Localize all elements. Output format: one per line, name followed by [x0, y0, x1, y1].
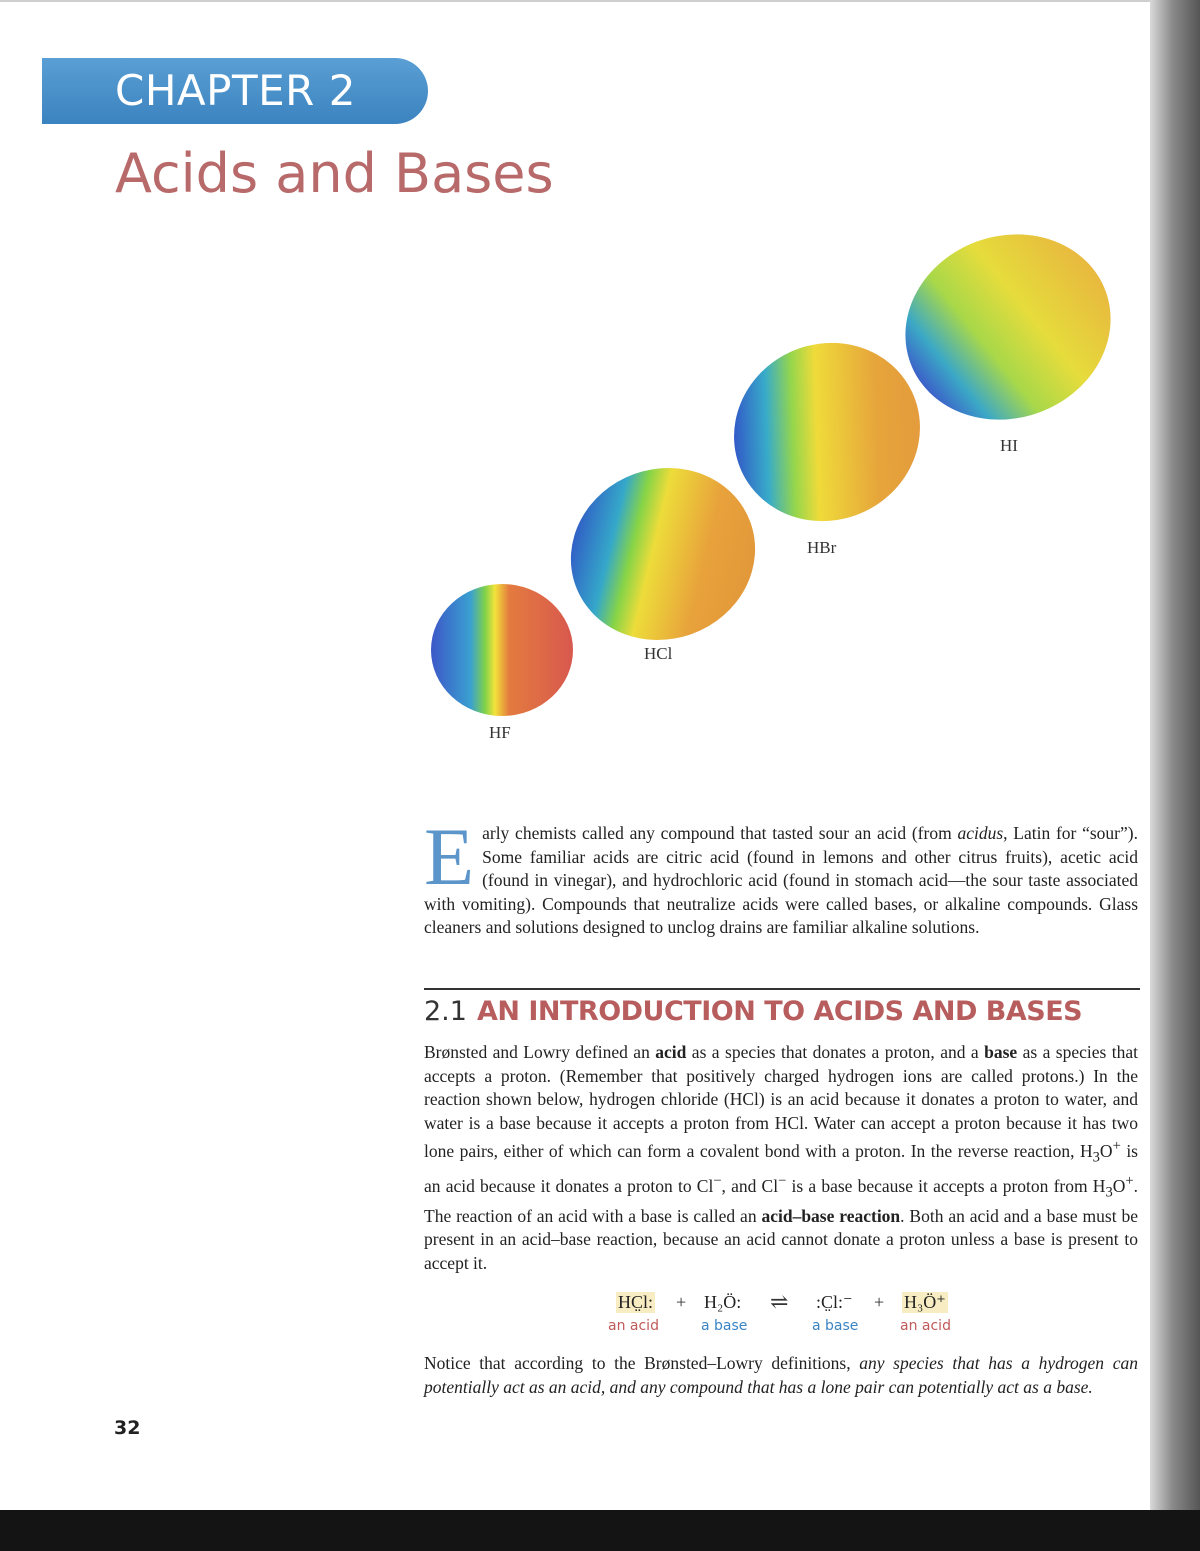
scan-bottom-edge — [0, 1510, 1200, 1551]
section-title: AN INTRODUCTION TO ACIDS AND BASES — [476, 996, 1083, 1027]
chapter-label: CHAPTER 2 — [115, 66, 356, 115]
molecule-label-hcl: HCl — [644, 644, 673, 663]
subscript: 3 — [1092, 1149, 1100, 1166]
body-text: is a base because it accepts a proton from H — [786, 1175, 1106, 1196]
molecule-hf-surface — [431, 584, 573, 716]
section-divider — [424, 988, 1140, 990]
term-acid: acid — [655, 1042, 687, 1062]
plus-sign: + — [874, 1292, 885, 1312]
intro-text-continued: , Latin for “sour”). Some familiar acids are citric acid (found in lemons and other citrus fruits), acetic acid (found in vinegar), and hydrochloric acid (found in stomach acid—the sour taste associated with vomiting). Compounds that neutralize acids were called bases, or alkaline compounds. Glass cleaners and solutions designed to unclog drains are familiar alkaline solutions. — [424, 823, 1138, 937]
term-acid-base-reaction: acid–base reaction — [761, 1205, 901, 1226]
intro-paragraph — [424, 811, 1138, 940]
drop-cap: E — [424, 811, 475, 902]
role-label-base: a base — [701, 1318, 748, 1334]
term-base: base — [984, 1042, 1018, 1062]
body-text: . Both an acid and a base must be present in an acid–base reaction, because an acid cannot donate a proton unless a base is present to accept it. — [424, 1205, 1138, 1273]
species-chloride: :C̤l:⁻ — [816, 1292, 853, 1312]
electrostatic-potential-map-figure — [420, 230, 1140, 760]
page-number: 32 — [114, 1417, 141, 1439]
equilibrium-arrow-icon: ⇌ — [770, 1289, 789, 1314]
role-label-base: a base — [812, 1318, 859, 1334]
reaction-equation — [600, 1289, 980, 1342]
section-number: 2.1 — [424, 996, 467, 1027]
notice-paragraph — [424, 1352, 1138, 1399]
molecule-label-hi: HI — [1000, 436, 1018, 455]
body-text: as a species that accepts a proton. (Remember that positively charged hydrogen ions are called protons.) In the reaction shown below, hydrogen chloride (HCl) is an acid because it donates a proton to water, and water is a base because it accepts a proton from HCl. Water can accept a proton because it has two lone pairs, either of which can form a covalent bond with a proton. In the reverse reaction, H — [424, 1042, 1139, 1161]
latin-term: acidus — [957, 823, 1004, 843]
species-hydronium: H₃Ö⁺ — [904, 1292, 946, 1312]
body-text: Brønsted and Lowry defined an — [424, 1042, 656, 1062]
body-paragraph — [424, 1041, 1138, 1275]
molecule-label-hf: HF — [489, 723, 511, 742]
body-text: , and Cl — [721, 1175, 779, 1196]
plus-sign: + — [676, 1292, 687, 1312]
subscript: 3 — [1105, 1184, 1113, 1201]
section-heading — [424, 996, 1082, 1027]
superscript: + — [1125, 1172, 1134, 1189]
role-label-acid: an acid — [900, 1318, 951, 1334]
molecule-label-hbr: HBr — [807, 538, 837, 557]
body-text: is an acid because it donates a proton to Cl — [424, 1140, 1138, 1196]
intro-text: arly chemists called any compound that tasted sour an acid (from — [482, 823, 958, 843]
body-text: as a species that donates a proton, and a — [686, 1042, 985, 1062]
notice-emphasis: any species that has a hydrogen can potentially act as an acid, and any compound that has a lone pair can potentially act as a base. — [424, 1353, 1138, 1397]
superscript: − — [713, 1172, 722, 1189]
role-label-acid: an acid — [608, 1318, 659, 1334]
body-text: O — [1099, 1140, 1113, 1161]
page-top-edge — [0, 0, 1170, 2]
body-text: . The reaction of an acid with a base is called an — [424, 1175, 1138, 1226]
species-hcl: HC̤l: — [618, 1292, 654, 1312]
superscript: − — [778, 1172, 787, 1189]
superscript: + — [1112, 1138, 1121, 1154]
species-water: H₂Ö: — [704, 1292, 742, 1312]
binding-shadow — [1150, 0, 1200, 1551]
body-text: O — [1112, 1175, 1126, 1196]
chapter-title: Acids and Bases — [115, 142, 554, 205]
notice-text: Notice that according to the Brønsted–Lowry definitions, — [424, 1353, 860, 1373]
